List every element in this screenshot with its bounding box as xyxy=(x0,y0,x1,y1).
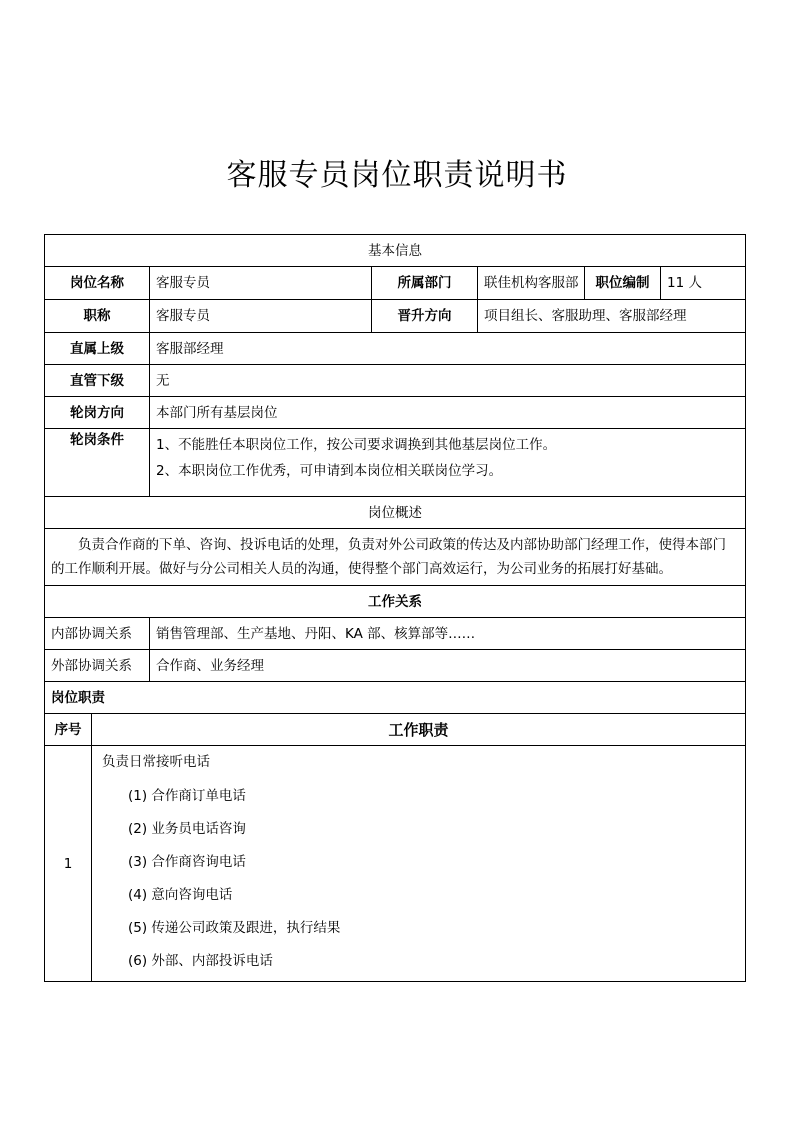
duty-row-number: 1 xyxy=(45,746,92,982)
duty-item: (1) 合作商订单电话 xyxy=(128,788,246,804)
rotation-condition-row xyxy=(45,429,746,497)
quota-value: 11 人 xyxy=(661,267,746,300)
promotion-label: 晋升方向 xyxy=(372,300,478,332)
duty-item: (6) 外部、内部投诉电话 xyxy=(128,953,273,969)
duty-item: (2) 业务员电话咨询 xyxy=(128,821,246,837)
rank-row xyxy=(45,300,746,333)
subordinate-label: 直管下级 xyxy=(45,365,150,397)
rotation-condition-value xyxy=(150,429,746,497)
duties-columns-row xyxy=(45,714,746,746)
overview-header: 岗位概述 xyxy=(45,497,746,529)
superior-row xyxy=(45,333,746,365)
rotation-condition-label: 轮岗条件 xyxy=(45,429,150,497)
dept-label-cell xyxy=(372,267,585,300)
post-name-value: 客服专员 xyxy=(150,267,372,300)
overview-row xyxy=(45,529,746,586)
external-relation-row xyxy=(45,650,746,682)
superior-label: 直属上级 xyxy=(45,333,150,365)
duties-header: 岗位职责 xyxy=(45,682,746,714)
subordinate-row xyxy=(45,365,746,397)
relations-header: 工作关系 xyxy=(45,586,746,618)
overview-text: 负责合作商的下单、咨询、投诉电话的处理，负责对外公司政策的传达及内部协助部门经理工作，使得本部门的工作顺利开展。做好与分公司相关人员的沟通，使得整个部门高效运行，为公司业务的拓展打好基础。 xyxy=(45,529,746,586)
rank-label: 职称 xyxy=(45,300,150,333)
overview-header-row xyxy=(45,497,746,529)
subordinate-value: 无 xyxy=(150,365,746,397)
promotion-value: 项目组长、客服助理、客服部经理 xyxy=(484,308,687,324)
basic-info-header-row xyxy=(45,235,746,267)
duties-header-row xyxy=(45,682,746,714)
document-title: 客服专员岗位职责说明书 xyxy=(226,158,568,193)
duty-column-header: 工作职责 xyxy=(92,714,746,746)
external-relation-label: 外部协调关系 xyxy=(45,650,150,682)
duty-row xyxy=(45,746,746,982)
dept-label-text: 所属部门 xyxy=(372,267,478,299)
rotation-label: 轮岗方向 xyxy=(45,397,150,429)
rank-value: 客服专员 xyxy=(150,300,372,333)
quota-label: 职位编制 xyxy=(585,267,661,300)
rotation-value: 本部门所有基层岗位 xyxy=(150,397,746,429)
duty-no-column-header: 序号 xyxy=(45,714,92,746)
post-name-row xyxy=(45,267,746,300)
rotation-condition-2: 2、本职岗位工作优秀，可申请到本岗位相关联岗位学习。 xyxy=(156,463,503,479)
internal-relation-label: 内部协调关系 xyxy=(45,618,150,650)
basic-info-header: 基本信息 xyxy=(45,235,746,267)
duty-row-content xyxy=(92,746,746,982)
relations-header-row xyxy=(45,586,746,618)
job-description-table xyxy=(44,234,746,982)
superior-value: 客服部经理 xyxy=(150,333,746,365)
duty-item: (3) 合作商咨询电话 xyxy=(128,854,246,870)
dept-value: 联佳机构客服部 xyxy=(484,275,579,291)
duty-item: (5) 传递公司政策及跟进，执行结果 xyxy=(128,920,341,936)
duty-item: (4) 意向咨询电话 xyxy=(128,887,233,903)
external-relation-value: 合作商、业务经理 xyxy=(150,650,746,682)
rotation-row xyxy=(45,397,746,429)
internal-relation-row xyxy=(45,618,746,650)
rotation-condition-1: 1、不能胜任本职岗位工作，按公司要求调换到其他基层岗位工作。 xyxy=(156,437,557,453)
post-name-label: 岗位名称 xyxy=(45,267,150,300)
promotion-cell xyxy=(372,300,746,333)
internal-relation-value: 销售管理部、生产基地、丹阳、KA 部、核算部等…… xyxy=(150,618,746,650)
duty-main-text: 负责日常接听电话 xyxy=(102,754,210,770)
